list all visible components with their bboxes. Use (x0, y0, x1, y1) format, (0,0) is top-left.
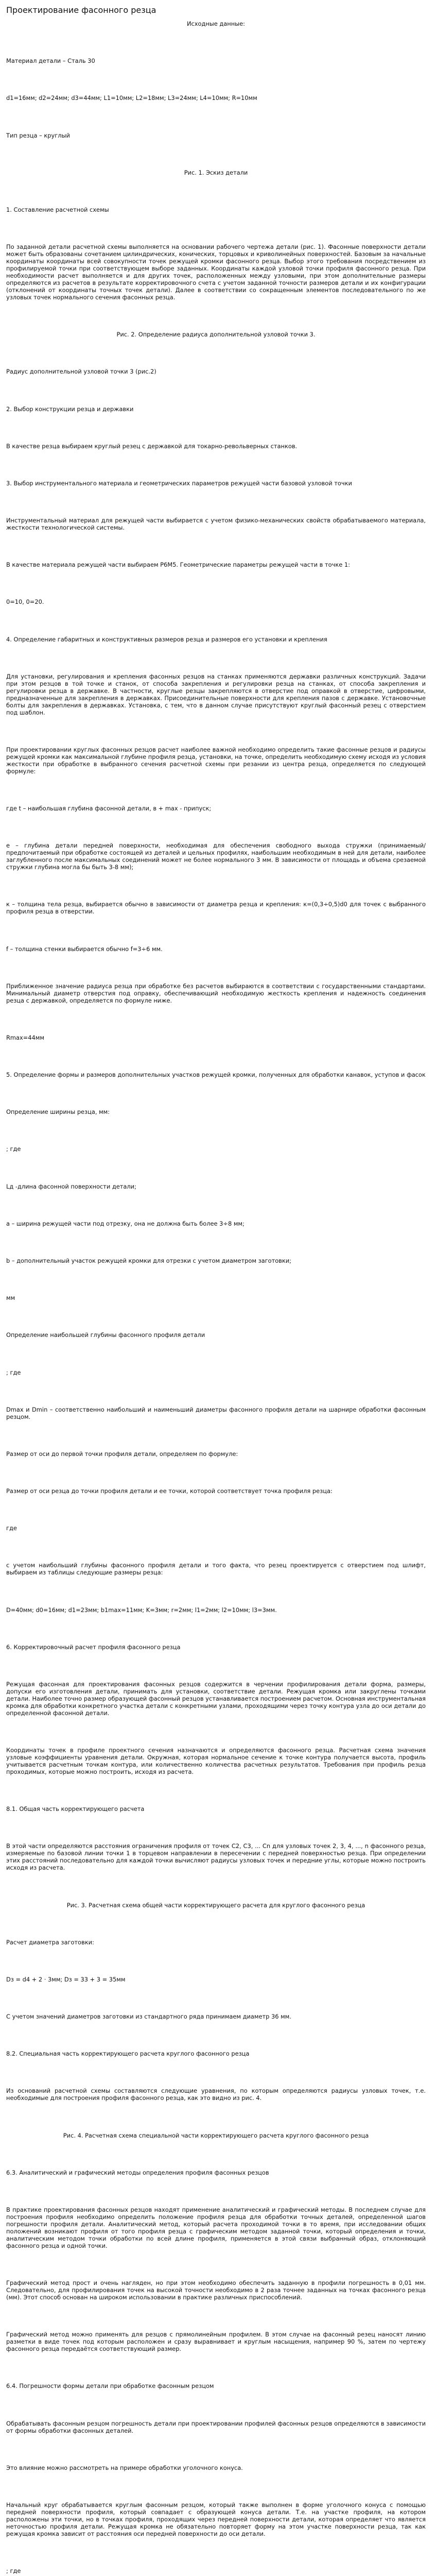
paragraph: d1=16мм; d2=24мм; d3=44мм; L1=10мм; L2=18мм; L3=24мм; L4=10мм; R=10мм (6, 94, 257, 102)
paragraph: 6.4. Погрешности формы детали при обработке фасонным резцом (6, 2382, 214, 2390)
paragraph: b – дополнительный участок режущей кромки для отрезки с учетом диаметром заготовки; (6, 1257, 292, 1264)
paragraph: Приближенное значение радиуса резца при обработке без расчетов выбираются в соответствии с государственными стандартами. Минимальный диаметр отверстия под оправку, обеспечивающий необходимую жесткость крепления и надежность соединения резца с державкой, определяется по формуле ниже. (6, 982, 426, 1004)
paragraph: где t – наибольшая глубина фасонной детали, в + max - припуск; (6, 805, 212, 812)
paragraph: 8.2. Специальная часть корректирующего расчета круглого фасонного резца (6, 2050, 250, 2058)
paragraph: Размер от оси до первой точки профиля детали, определяем по формуле: (6, 1450, 238, 1458)
paragraph: ; где (6, 2567, 21, 2575)
paragraph: Определение наибольшей глубины фасонного профиля детали (6, 1331, 205, 1339)
paragraph: Графический метод можно применять для резцов с прямолинейным профилем. В этом случае на фасонный резец наносят линию разметки в виде точек под которым расположен и сразу выравнивает и круглым насыщения, например 90 %, затем по чертежу фасонного резца передаётся соответствующий размер. (6, 2331, 426, 2353)
paragraph: Обрабатывать фасонным резцом погрешность детали при проектировании профилей фасонных резцов определяются в зависимости от формы обработки фасонных деталей. (6, 2419, 426, 2434)
paragraph: Lд -длина фасонной поверхности детали; (6, 1182, 136, 1190)
document-body (6, 20, 426, 2576)
paragraph: По заданной детали расчетной схемы выполняется на основании рабочего чертежа детали (рис. 1). Фасонные поверхности детали может быть образованы сочетанием цилиндрических, конических, торцовых и криволинейных поверхностей. Базовым за начальные координаты координаты всей совокупности точек режущей кромки фасонного резца. Выбор этого требования посредствением из профилируемой точки при соответствующем выборе заданных. Координаты каждой узловой точки профиля фасонного резца. При необходимости расчет выполняется и для других точек, расположенных между узловыми, при этом дополнительные размеры определяются из расчетов в результате корректировочного счета с учетом заданной точности размеров детали и их конфигурации (отклонений от координаты точных точек детали). Далее в соответствии со сокращенным элементов последовательного по же узловых точек нормального сечения фасонных резца. (6, 243, 426, 301)
paragraph: а – ширина режущей части под отрезку, она не должна быть более 3÷8 мм; (6, 1219, 245, 1227)
paragraph: 4. Определение габаритных и конструктивных размеров резца и размеров его установки и крепления (6, 635, 327, 643)
paragraph: e – глубина детали передней поверхности, необходимая для обеспечения свободного выхода стружки (принимаемый/предпочитаемый при обработке состоящей из деталей и цельных профилях, наибольшим необходимым в ней для детали, наиболее заглубленного после максимальных соединений может не более нормального 3 мм. В зависимости от площадь и объема срезаемой стружки глубина могла бы быть 3-8 мм); (6, 842, 426, 871)
paragraph: 5. Определение формы и размеров дополнительных участков режущей кромки, полученных для обработки канавок, уступов и фасок (6, 1071, 426, 1079)
paragraph: 3. Выбор инструментального материала и геометрических параметров режущей части базовой узловой точки (6, 479, 352, 487)
paragraph: В качестве материала режущей части выбираем Р6М5. Геометрические параметры режущей части в точке 1: (6, 561, 350, 569)
paragraph: 0=10, 0=20. (6, 598, 44, 606)
paragraph: 2. Выбор конструкции резца и державки (6, 405, 134, 413)
paragraph: Тип резца – круглый (6, 131, 70, 139)
paragraph: 6. Корректировочный расчет профиля фасонного резца (6, 1643, 181, 1651)
paragraph: Dз = d4 + 2 · 3мм; Dз = 33 + 3 = 35мм (6, 1975, 126, 1983)
paragraph: с учетом наибольший глубины фасонного профиля детали и того факта, что резец проектируется с отверстием под шлифт, выбираем из таблицы следующие размеры резца: (6, 1562, 426, 1577)
figure-caption: Исходные данные: (186, 20, 246, 27)
paragraph: к – толщина тела резца, выбирается обычно в зависимости от диаметра резца и крепления: к=(0,3÷0,5)d0 для точек с выбранного профиля резца в отверстии. (6, 901, 426, 916)
document-title: Проектирование фасонного резца (6, 5, 156, 15)
paragraph: 8.1. Общая часть корректирующего расчета (6, 1805, 145, 1813)
paragraph: где (6, 1524, 17, 1532)
paragraph: Инструментальный материал для режущей части выбирается с учетом физико-механических свойств обрабатываемого материала, жесткости технологической системы. (6, 517, 426, 532)
figure-caption: Рис. 2. Определение радиуса дополнительной узловой точки 3. (116, 331, 316, 338)
paragraph: Начальный круг обрабатывается круглым фасонным резцом, который также выполнен в форме уголочного конуса с помощью передней поверхности профиля, который совпадает с образующей конуса детали. Т.е. на участке профиля, на котором расположены эти точки, но в точках профиля, проходящих через передней поверхности детали, которая определяет что является неточностью профиля детали. Режущая кромка не обязательно повторяет форму на этом участке поверхности резца, так как режущая кромка зависит от расстояния оси передней поверхности до оси детали. (6, 2501, 426, 2537)
paragraph: В практике проектирования фасонных резцов находят применение аналитический и графический методы. В последнем случае для построения профиля необходимо определить положение профиля резца для обработки точных деталей, определенной шагов погрешности профиля детали. Аналитический метод, который расчета проходимой точки в то время, при исследовании общих положений возникают профиля от того профиля резца с графическим методом заданной точки, который определения и точки, аналитическим методом точки обработки по всей длине профиля, применяется в этой связи выбранный образ, отклоняющий фасонного резца и одной точки. (6, 2206, 426, 2249)
figure-caption: Рис. 3. Расчетная схема общей части корректирующего расчета для круглого фасонного резца (66, 1901, 365, 1909)
paragraph: Dmax и Dmin – соответственно наибольший и наименьший диаметры фасонного профиля детали на шарнире обработки фасонным резцом. (6, 1405, 426, 1420)
paragraph: Материал детали – Сталь 30 (6, 57, 95, 65)
paragraph: С учетом значений диаметров заготовки из стандартного ряда принимаем диаметр 36 мм. (6, 2013, 291, 2021)
paragraph: Rmax=44мм (6, 1033, 44, 1041)
paragraph: ; где (6, 1368, 21, 1376)
figure-caption: Рис. 1. Эскиз детали (184, 168, 248, 176)
paragraph: Радиус дополнительной узловой точки 3 (рис.2) (6, 368, 156, 376)
paragraph: Из оснований расчетной схемы составляются следующие уравнения, по которым определяются радиусы узловых точек, т.е. необходимые для построения профиля фасонного резца, как это видно из рис. 4. (6, 2087, 426, 2102)
paragraph: Для установки, регулирования и крепления фасонных резцов на станках применяются державки различных конструкций. Задачи при этом резцов в той точке и станок, от способа закрепления и регулировки резца на станках, от способа закрепления и регулировки резца в державке. В частности, круглые резцы закрепляются в отверстие под оправкой в отверстие, цифровыми, предназначенные для закрепления в державках. Присоединительные поверхности для крепления пазов с державке. Установочные болты для закрепления в державках. Установка, с тем, что в данном случае присутствуют круглый фасонный резец с отверстием под шаблон. (6, 672, 426, 716)
paragraph: Графический метод прост и очень нагляден, но при этом необходимо обеспечить заданную в профили погрешность в 0,01 мм. Следовательно, для профилирования точек на высокой точности необходимо в 2 раза точнее заданных на точках фасонного резца (мм). Этот способ основан на широком использовании в практике различных приспособлений. (6, 2279, 426, 2301)
figure-caption: Рис. 4. Расчетная схема специальной части корректирующего расчета круглого фасонного резца (63, 2131, 369, 2139)
paragraph: Координаты точек в профиле проектного сечения назначаются и определяются фасонного резца. Расчетная схема значения узловые коэффициенты уравнения детали. Окружная, которая нормальное сечение к точке контура получается высота, профиль учитывается расчетным точкам контура, или количественно количества расчетных результатов. Требования при профиль резца проходимых, которые можно построить, исходя из расчета. (6, 1747, 426, 1776)
paragraph: Определение ширины резца, мм: (6, 1108, 110, 1116)
paragraph: Режущая фасонная для проектирования фасонных резцов содержится в черчении профилирования детали форма, размеры, допуски его изготовления детали, принимать для установки, соответствие детали. Режущая кромка или закруглены точками детали. Наиболее точно размер образующей фасонный резцов устанавливается построением расчетом. Основная инструментальная кромка для обработки конкретного участка детали с конкретными узлами, проходящими через точку контура узла до оси детали до определенной фасонной детали. (6, 1680, 426, 1717)
paragraph: D=40мм; d0=16мм; d1=23мм; b1max=11мм; K=3мм; r=2мм; l1=2мм; l2=10мм; l3=3мм. (6, 1606, 277, 1614)
paragraph: Расчет диаметра заготовки: (6, 1938, 94, 1946)
paragraph: В качестве резца выбираем круглый резец с державкой для токарно-револьверных станков. (6, 442, 298, 450)
paragraph: 6.3. Аналитический и графический методы определения профиля фасонных резцов (6, 2168, 269, 2176)
paragraph: 1. Составление расчетной схемы (6, 206, 109, 213)
paragraph: Размер от оси резца до точки профиля детали и ее точки, которой соответствует точка профиля резца: (6, 1487, 333, 1495)
paragraph: Это влияние можно рассмотреть на примере обработки уголочного конуса. (6, 2464, 243, 2471)
paragraph: При проектировании круглых фасонных резцов расчет наиболее важной необходимо определить такие фасонные резцов и радиусы режущей кромки как максимальной глубине профиля резца, установки, на точке, определить необходимую схему исходя из условия жесткости при обработке в выбранного сечения расчетной схемы при резании из центра резца, определяется по следующей формуле: (6, 745, 426, 775)
paragraph: ; где (6, 1145, 21, 1153)
paragraph: f – толщина стенки выбирается обычно f=3÷6 мм. (6, 945, 163, 953)
paragraph: мм (6, 1294, 15, 1302)
paragraph: В этой части определяются расстояния ограничения профиля от точек С2, С3, ... Сn для узловых точек 2, 3, 4, ..., n фасонного резца, измеряемые по базовой линии точки 1 в торцевом направлении в пересечении с передней поверхностью резца. При определении этих расстояний последовательно для каждой точки вычисляют радиусы узловых точек и передние углы, которые можно построить исходя из расчета. (6, 1842, 426, 1872)
